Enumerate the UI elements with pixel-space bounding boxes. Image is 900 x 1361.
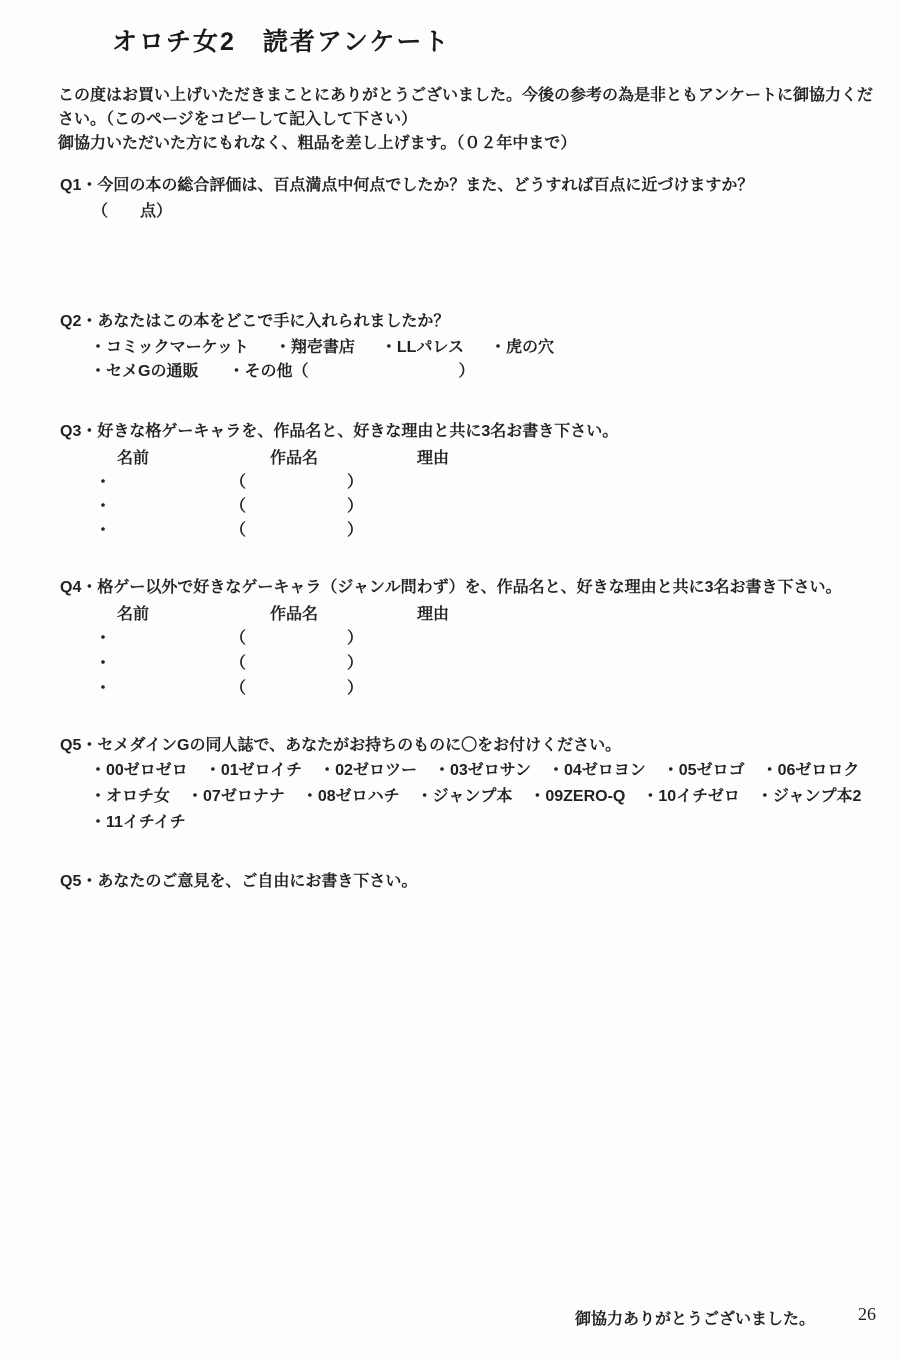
q2-other-write-in-blank [308,360,458,384]
q4-column-reason: 理由 [417,606,450,623]
q3-answer-row-2 [60,495,860,519]
question-2 [60,310,554,384]
q1-answer-blank: （ 点） [92,203,173,220]
q5-option-orochi-onna: ・オロチ女 [90,788,171,805]
q5-option-10: ・10イチゼロ [642,788,740,805]
q3-answer-row-3 [60,519,860,543]
q5-options-row-1 [90,758,861,784]
q2-option-mail-order: ・セメGの通販 [90,363,199,380]
page-title: オロチ女2 読者アンケート [112,28,451,56]
intro-line-3: 御協力いただいた方にもれなく、粗品を差し上げます。（０２年中まで） [58,135,577,152]
open-paren: （ [230,474,247,491]
q2-options-row-1 [90,336,554,360]
q4-column-work-title: 作品名 [270,606,319,623]
q5-option-05: ・05ゼロゴ [662,762,745,779]
q5-option-08: ・08ゼロハチ [301,788,400,805]
q5-option-07: ・07ゼロナナ [187,788,285,805]
q5-option-03: ・03ゼロサン [433,762,531,779]
intro-line-1: この度はお買い上げいただきまことにありがとうございました。今後の参考の為是非ともアンケートに御協力くだ [58,87,874,104]
open-paren: （ [230,630,247,647]
q2-option-other-close-paren: ） [458,363,475,380]
q3-label: Q3・好きな格ゲーキャラを、作品名と、好きな理由と共に3名お書き下さい。 [60,423,619,440]
close-paren: ） [347,474,364,491]
intro-line-2: さい。（このページをコピーして記入して下さい） [58,111,418,128]
q5-option-02: ・02ゼロツー [319,762,417,779]
q3-column-work-title: 作品名 [270,450,319,467]
open-paren: （ [230,680,247,697]
q5-option-04: ・04ゼロヨン [547,762,646,779]
gap [198,360,228,384]
bullet: ・ [95,680,112,697]
open-paren: （ [230,522,247,539]
close-paren: ） [347,680,364,697]
q3-column-headers [60,447,860,471]
open-paren: （ [230,498,247,515]
close-paren: ） [347,630,364,647]
q5-option-jump-bon: ・ジャンプ本 [416,788,513,805]
close-paren: ） [347,655,364,672]
q4-column-headers [60,603,860,627]
q5-label: Q5・セメダインGの同人誌で、あなたがお持ちのものに〇をお付けください。 [60,737,622,754]
question-4 [60,576,860,702]
q5-option-01: ・01ゼロイチ [204,762,303,779]
q5-options-row-3 [90,810,861,836]
q2-option-other-open-paren: ・その他（ [228,363,309,380]
bullet: ・ [95,630,112,647]
q5-option-09-zero-q: ・09ZERO-Q [529,788,626,805]
close-paren: ） [347,498,364,515]
bullet: ・ [95,474,112,491]
q4-answer-row-2 [60,652,860,677]
q2-option-shoichi-shoten: ・翔壱書店 [274,339,355,356]
bullet: ・ [95,655,112,672]
intro-paragraph [58,84,873,156]
q2-label: Q2・あなたはこの本をどこで手に入れられましたか？ [60,313,450,330]
q4-label: Q4・格ゲー以外で好きなゲーキャラ（ジャンル問わず）を、作品名と、好きな理由と共に3名お書き下さい。 [60,579,842,596]
q2-options-row-2 [90,360,554,384]
q5-option-11: ・11イチイチ [90,814,186,831]
q2-option-toranoana: ・虎の穴 [489,339,554,356]
q3-column-name: 名前 [117,450,150,467]
q4-answer-row-3 [60,677,860,702]
question-3 [60,420,860,543]
question-1 [60,174,753,224]
close-paren: ） [347,522,364,539]
question-5 [60,734,861,836]
bullet: ・ [95,498,112,515]
bullet: ・ [95,522,112,539]
question-6-free-comments [60,870,417,894]
q3-answer-row-1 [60,471,860,495]
q4-column-name: 名前 [117,606,150,623]
q4-answer-row-1 [60,627,860,652]
footer-thanks-text: 御協力ありがとうございました。 [575,1311,816,1328]
q6-label: Q5・あなたのご意見を、ご自由にお書き下さい。 [60,873,418,890]
q5-options-row-2 [90,784,861,810]
q2-option-ll-palace: ・LLパレス [380,339,464,356]
q5-option-00: ・00ゼロゼロ [90,762,188,779]
open-paren: （ [230,655,247,672]
page-number: 26 [858,1304,876,1324]
q5-option-jump-bon-2: ・ジャンプ本2 [756,788,862,805]
q3-column-reason: 理由 [417,450,450,467]
q2-option-comiket: ・コミックマーケット [90,339,249,356]
q5-option-06: ・06ゼロロク [761,762,860,779]
q1-label: Q1・今回の本の総合評価は、百点満点中何点でしたか？また、どうすれば百点に近づけますか？ [60,177,754,194]
